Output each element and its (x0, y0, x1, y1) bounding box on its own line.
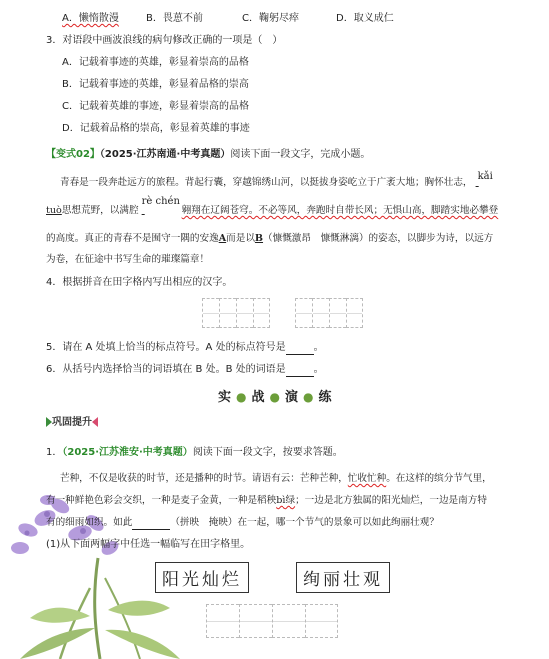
banner-char-2: 战 (251, 390, 267, 405)
passage-line-2-a: 思想荒野，以满腔 (61, 205, 139, 216)
q2-option-b (146, 12, 203, 26)
q5-end: 。 (313, 342, 324, 353)
grid-cell[interactable] (295, 298, 312, 328)
q3-option-b: B．记载着事迹的英雄，彰显着品格的崇高 (62, 79, 249, 90)
q5-answer-blank[interactable] (286, 344, 314, 355)
p1-line-1-c: 。在这样的缤分节气里， (386, 473, 492, 484)
q6-answer-blank[interactable] (286, 366, 314, 377)
passage-line-1 (60, 171, 498, 190)
p1-instruction: 阅读下面一段文字，按要求答题。 (192, 447, 343, 458)
variant-source: （2025·江苏南通·中考真题） (99, 149, 231, 160)
mark-b: B (254, 233, 264, 244)
section-title (46, 416, 98, 430)
grid-cell[interactable] (253, 298, 270, 328)
answer-grid-1[interactable] (202, 298, 270, 328)
q-write: (1)从下面两幅字中任选一幅临写在田字格里。 (46, 539, 251, 550)
banner-dot-icon: ● (303, 390, 316, 404)
grid-cell[interactable] (236, 298, 253, 328)
q2-option-a-text: A．懒惰散漫 (62, 13, 119, 24)
banner-dot-icon: ● (269, 390, 282, 404)
passage-line-3-b: 而是以 (226, 233, 255, 244)
passage-line-3 (46, 232, 493, 246)
p1-passage-line-1 (60, 472, 492, 486)
p1-answer-blank[interactable] (132, 519, 170, 530)
q2-option-c (242, 12, 299, 26)
q6-text: 6．从括号内选择恰当的词语填在 B 处。B 处的词语是 (46, 364, 286, 375)
grid-cell[interactable] (312, 298, 329, 328)
section-title-text: 巩固提升 (52, 417, 92, 428)
passage-line-4: 为卷，在征途中书写生命的璀璨篇章！ (46, 254, 210, 265)
q3-option-c: C．记载着英雄的事迹，彰显着崇高的品格 (62, 101, 249, 112)
passage-line-3-a: 的高度。真正的青春不是囿守一隅的安逸 (46, 233, 219, 244)
triangle-left-icon (92, 417, 98, 427)
pinyin-kaituo-1: kǎi (477, 171, 493, 182)
answer-grid-2[interactable] (295, 298, 363, 328)
banner-char-1: 实 (218, 390, 234, 405)
copy-grid[interactable] (206, 604, 338, 638)
q2-option-a (62, 12, 119, 26)
q5 (46, 341, 324, 355)
pinyin-rechen: rè chén (141, 196, 180, 207)
q3-stem: 3．对语段中画波浪线的病句修改正确的一项是（ ） (46, 35, 283, 46)
p1-line-2-a: 有一种鲜艳色彩会交织，一种是麦子金黄，一种是稻秧 (46, 495, 277, 506)
variant-instruction: 阅读下面一段文字，完成小题。 (230, 149, 371, 160)
q2-option-b-text: B．畏葸不前 (146, 13, 203, 24)
banner-char-3: 演 (285, 390, 301, 405)
banner-char-4: 练 (318, 390, 334, 405)
p1-line-1-b: 忙收忙种 (347, 473, 387, 484)
p1-passage-line-2 (46, 494, 487, 508)
p1-line-2-b: bì绿 (276, 495, 296, 506)
q5-text: 5．请在 A 处填上恰当的标点符号。A 处的标点符号是 (46, 342, 286, 353)
passage-line-3-c: （慷慨激昂 慷慨淋漓）的姿态，以脚步为诗，以远方 (263, 233, 494, 244)
p1-line-2-c: ；一边是北方独属的阳光灿烂，一边是南方特 (295, 495, 487, 506)
p1-header (46, 446, 343, 460)
grid-cell[interactable] (239, 604, 272, 638)
grid-cell[interactable] (272, 604, 305, 638)
p1-passage-line-3 (46, 516, 439, 530)
p1-num: 1． (46, 447, 63, 458)
q2-option-c-text: C．鞠躬尽瘁 (242, 13, 299, 24)
passage-line-2-b: 翱翔在辽阔苍穹。不必等风，奔跑时自带长风；无惧山高，脚踏实地必攀登 (181, 205, 499, 216)
grid-cell[interactable] (219, 298, 236, 328)
grid-cell[interactable] (202, 298, 219, 328)
practice-banner (218, 386, 334, 405)
q3-option-a: A．记载着事迹的英雄，彰显着崇高的品格 (62, 57, 249, 68)
p1-line-3-a: 有的细雨如织。如此 (46, 517, 133, 528)
q3-option-d: D．记载着品格的崇高，彰显着英雄的事迹 (62, 123, 250, 134)
grid-cell[interactable] (305, 604, 338, 638)
variant-header (46, 148, 370, 162)
grid-cell[interactable] (329, 298, 346, 328)
passage-line-1-text: 青春是一段奔赴远方的旅程。背起行囊，穿越锦绣山河，以挺拔身姿屹立于广袤大地；胸怀壮志， (60, 177, 473, 188)
q2-option-d (336, 12, 394, 26)
mark-a: A (218, 233, 227, 244)
calligraphy-sample-1: 阳光灿烂 (155, 562, 249, 593)
q6-end: 。 (313, 364, 324, 375)
variant-tag: 【变式02】 (46, 149, 100, 160)
passage-line-2 (46, 196, 499, 218)
p1-line-1-a: 芒种，不仅是收获的时节，还是播种的时节。请语有云：芒种芒种， (60, 473, 348, 484)
p1-source: （2025·江苏淮安·中考真题） (62, 447, 193, 458)
q6 (46, 363, 324, 377)
q2-option-d-text: D．取义成仁 (336, 13, 394, 24)
p1-line-3-b: （拼映 掩映）在一起，哪一个节气的景象可以如此绚丽壮观？ (170, 517, 439, 528)
q4-stem: 4．根据拼音在田字格内写出相应的汉字。 (46, 277, 233, 288)
grid-cell[interactable] (206, 604, 239, 638)
banner-dot-icon: ● (236, 390, 249, 404)
calligraphy-sample-2: 绚丽壮观 (296, 562, 390, 593)
grid-cell[interactable] (346, 298, 363, 328)
pinyin-kaituo-2: tuò (46, 205, 62, 216)
